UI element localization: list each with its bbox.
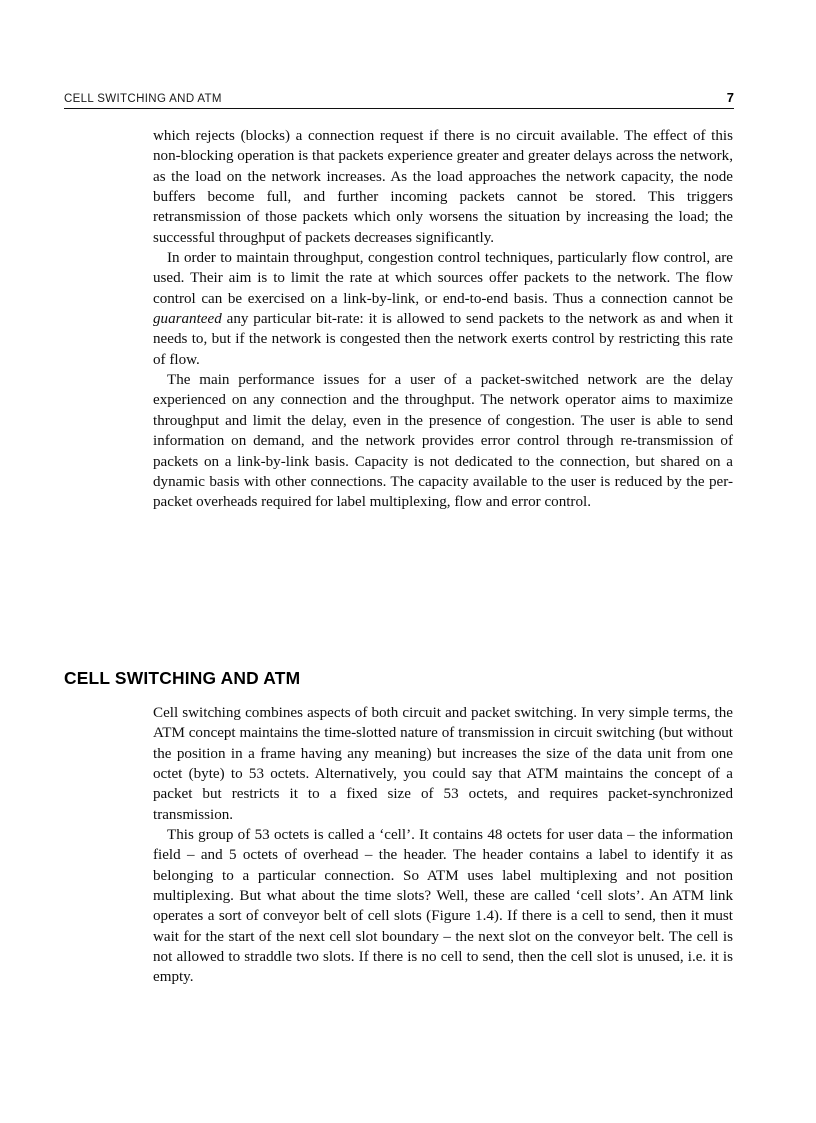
- text-run: Cell switching combines aspects of both circuit and packet switching. In very simple terms, the ATM concept maintains the time-slotted nature of transmission in circuit switching (but without the position in a frame having any meaning) but increases the size of the data unit from one octet (byte) to 53 octets. Alternatively, you could say that ATM maintains the concept of a packet but restricts it to a fixed size of 53 octets, and requires packet-synchronized transmission.: [153, 705, 733, 823]
- text-run: This group of 53 octets is called a ‘cell’. It contains 48 octets for user data – the information field – and 5 octets of overhead – the header. The header contains a label to identify it as belonging to a particular connection. So ATM uses label multiplexing and not position multiplexing. But what about the time slots? Well, these are called ‘cell slots’. An ATM link operates a sort of conveyor belt of cell slots (Figure 1.4). If there is a cell to send, then it must wait for the start of the next cell slot boundary – the next slot on the conveyor belt. The cell is not allowed to straddle two slots. If there is no cell to send, then the cell slot is unused, i.e. it is empty.: [153, 827, 733, 986]
- body-text-upper: [153, 126, 733, 513]
- text-run: The main performance issues for a user of a packet-switched network are the delay experienced on any connection and the throughput. The network operator aims to maximize throughput and limit the delay, even in the presence of congestion. The user is able to send information on demand, and the network provides error control through re-transmission of packets on a link-by-link basis. Capacity is not dedicated to the connection, but shared on a dynamic basis with other connections. The capacity available to the user is reduced by the per-packet overheads required for label multiplexing, flow and error control.: [153, 372, 733, 511]
- paragraph: [153, 825, 733, 988]
- text-run: any particular bit-rate: it is allowed to send packets to the network as and when it needs to, but if the network is congested then the network exerts control by restricting this rate of flow.: [153, 311, 733, 368]
- text-run: In order to maintain throughput, congestion control techniques, particularly flow control, are used. Their aim is to limit the rate at which sources offer packets to the network. The flow control can be exercised on a link-by-link, or end-to-end basis. Thus a connection cannot be: [153, 250, 733, 307]
- running-header-title: CELL SWITCHING AND ATM: [64, 93, 222, 105]
- emphasis-text: guaranteed: [153, 311, 222, 328]
- paragraph: [153, 703, 733, 825]
- paragraph: [153, 248, 733, 370]
- paragraph: [153, 126, 733, 248]
- text-run: which rejects (blocks) a connection request if there is no circuit available. The effect of this non-blocking operation is that packets experience greater and greater delays across the network, as the load on the network increases. As the load approaches the network capacity, the node buffers become full, and further incoming packets cannot be stored. This triggers retransmission of those packets which only worsens the situation by increasing the load; the successful throughput of packets decreases significantly.: [153, 128, 733, 246]
- section-heading: CELL SWITCHING AND ATM: [64, 668, 301, 688]
- page-number: 7: [726, 90, 734, 105]
- running-header: [64, 90, 734, 109]
- paragraph: [153, 370, 733, 512]
- body-text-lower: [153, 703, 733, 988]
